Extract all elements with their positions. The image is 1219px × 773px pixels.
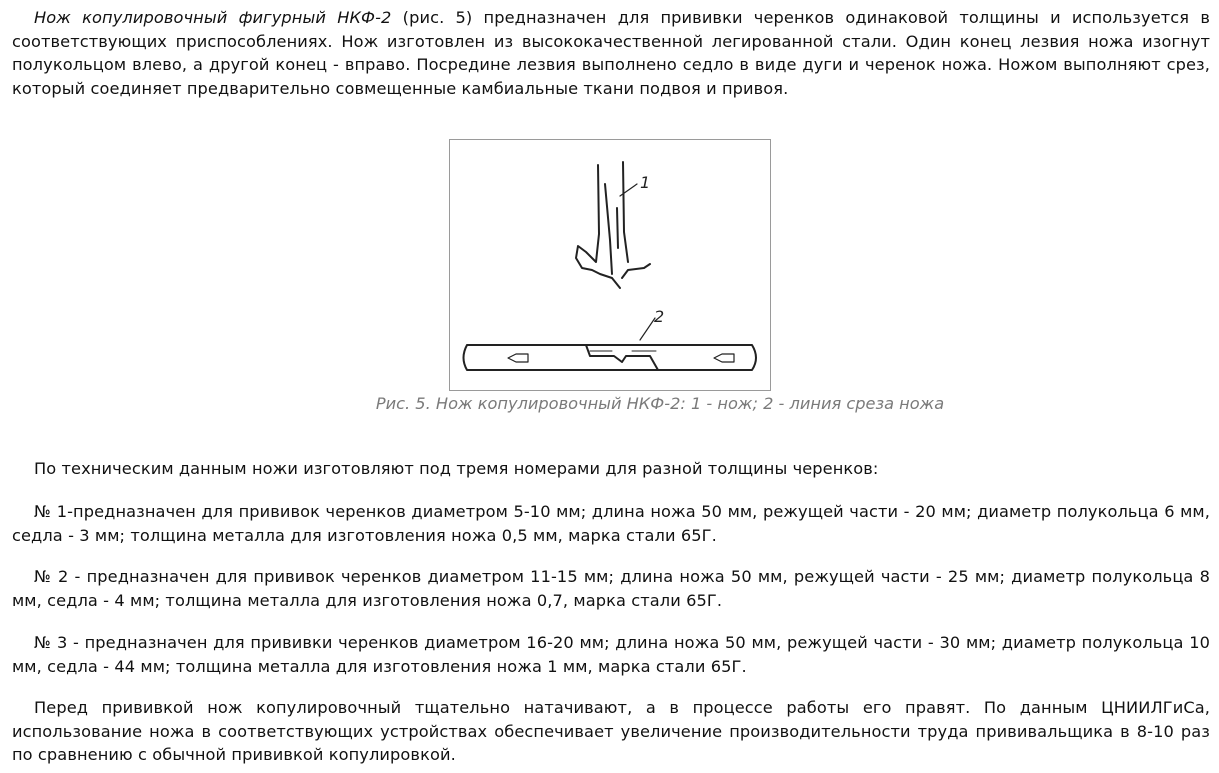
- cut-line: [586, 345, 658, 370]
- paragraph-sharpening: Перед прививкой нож копулировочный тщательно натачивают, а в процессе работы его правят. По данным ЦНИИЛГиСа, использование ножа в соответствующих устройствах обеспечивает увеличение производительности труда прививальщика в 8-10 раз по сравнению с обычной прививкой копулировкой.: [12, 698, 1210, 764]
- paragraph-no3: № 3 - предназначен для прививки черенков диаметром 16-20 мм; длина ножа 50 мм, режущей части - 30 мм; диаметр полукольца 10 мм, седла - 44 мм; толщина металла для изготовления ножа 1 мм, марка стали 65Г.: [12, 633, 1210, 676]
- knife-title: Нож копулировочный фигурный НКФ-2: [34, 8, 392, 27]
- arrow-mark-left: [508, 354, 528, 362]
- intro-text: (рис. 5) предназначен для прививки черенков одинаковой толщины и используется в соответствующих приспособлениях. Нож изготовлен из высококачественной легированной стали. Один конец лезвия ножа изогнут полукольцом влево, а другой конец - вправо. Посредине лезвия выполнено седло в виде дуги и черенок ножа. Ножом выполняют срез, который соединяет предварительно совмещенные камбиальные ткани подвоя и привоя.: [12, 8, 1210, 98]
- knife-handle: [576, 165, 650, 288]
- intro-paragraph: [12, 6, 1210, 100]
- figure-label-2: 2: [654, 307, 665, 326]
- figure-label-1: 1: [640, 173, 651, 192]
- knife-drawing: [450, 140, 770, 390]
- paragraph-tech-data: По техническим данным ножи изготовляют под тремя номерами для разной толщины черенков:: [34, 459, 879, 478]
- leader-2: [640, 318, 655, 340]
- paragraph-no2: № 2 - предназначен для прививок черенков диаметром 11-15 мм; длина ножа 50 мм, режущей части - 25 мм; диаметр полукольца 8 мм, седла - 4 мм; толщина металла для изготовления ножа 0,7, марка стали 65Г.: [12, 567, 1210, 610]
- figure-5: [449, 139, 771, 391]
- figure-caption: Рис. 5. Нож копулировочный НКФ-2: 1 - нож; 2 - линия среза ножа: [375, 394, 945, 413]
- paragraph-no1: № 1-предназначен для прививок черенков диаметром 5-10 мм; длина ножа 50 мм, режущей части - 20 мм; диаметр полукольца 6 мм, седла - 3 мм; толщина металла для изготовления ножа 0,5 мм, марка стали 65Г.: [12, 502, 1210, 545]
- cut-line-tube: [464, 345, 757, 370]
- arrow-mark-right: [714, 354, 734, 362]
